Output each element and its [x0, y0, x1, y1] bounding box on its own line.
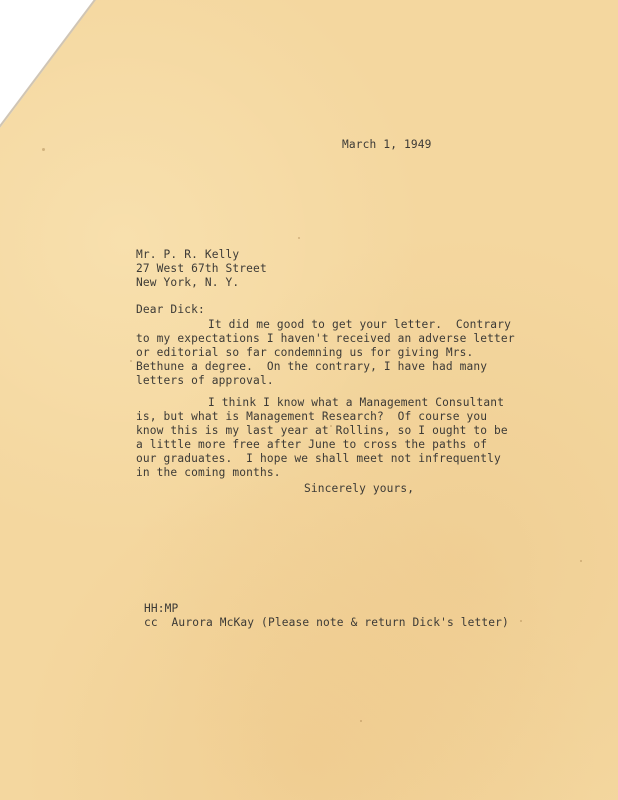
salutation: Dear Dick:: [136, 303, 205, 316]
paragraph-2-line: a little more free after June to cross the paths of: [136, 438, 488, 451]
paragraph-2-line: in the coming months.: [136, 466, 281, 479]
recipient-street: 27 West 67th Street: [136, 262, 267, 275]
closing: Sincerely yours,: [304, 482, 415, 495]
paper-speck: [42, 148, 45, 151]
letter-date: March 1, 1949: [342, 138, 432, 151]
initials: HH:MP: [144, 602, 179, 615]
paper-speck: [130, 360, 132, 362]
folded-corner: [0, 0, 96, 128]
paragraph-1-line: Bethune a degree. On the contrary, I have had many: [136, 360, 488, 373]
recipient-name: Mr. P. R. Kelly: [136, 248, 240, 261]
paragraph-2-line: our graduates. I hope we shall meet not infrequently: [136, 452, 501, 465]
paper-speck: [520, 620, 522, 622]
paper-speck: [580, 560, 582, 562]
paragraph-1-line: to my expectations I haven't received an adverse letter: [136, 332, 515, 345]
paper-speck: [360, 720, 362, 722]
recipient-city: New York, N. Y.: [136, 276, 240, 289]
paragraph-2-line: I think I know what a Management Consultant: [208, 396, 505, 409]
paragraph-1-line: or editorial so far condemning us for giving Mrs.: [136, 346, 474, 359]
paragraph-2-line: is, but what is Management Research? Of course you: [136, 410, 488, 423]
paper-speck: [298, 237, 300, 239]
cc-line: cc Aurora McKay (Please note & return Dick's letter): [144, 616, 509, 629]
paragraph-2-line: know this is my last year at Rollins, so I ought to be: [136, 424, 508, 437]
paragraph-1-line: It did me good to get your letter. Contrary: [208, 318, 511, 331]
paragraph-1-line: letters of approval.: [136, 374, 274, 387]
